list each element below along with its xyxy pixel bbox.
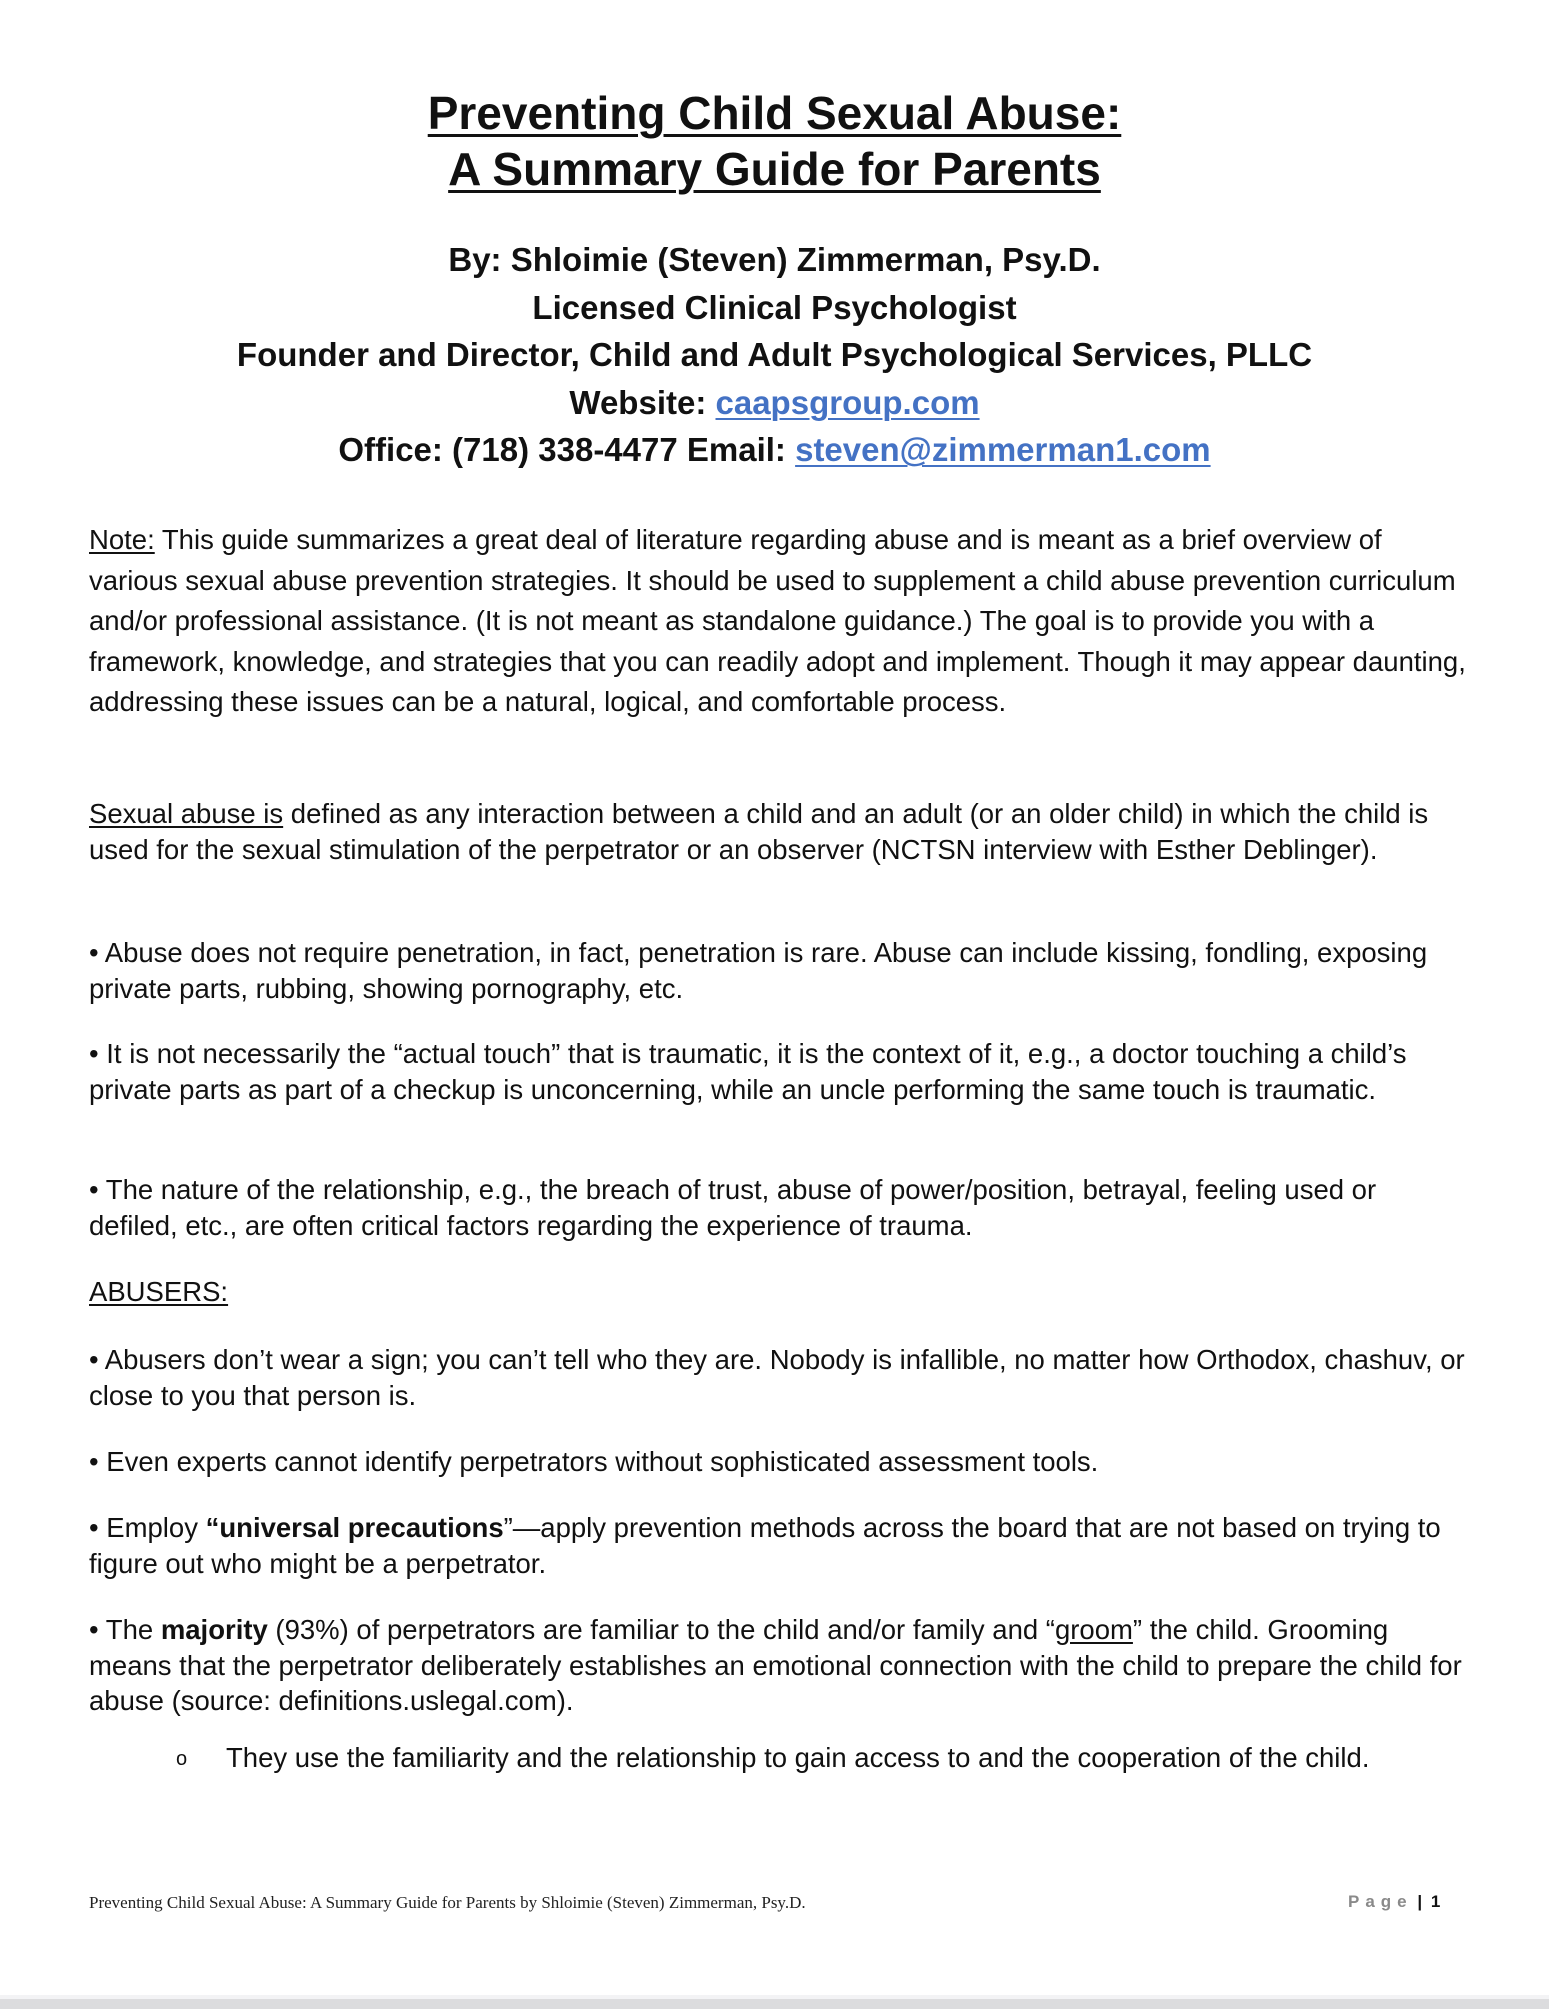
page-label: Page <box>1348 1892 1413 1911</box>
website-line <box>0 379 1549 427</box>
note-label: Note: <box>89 524 155 555</box>
definition-bullet: • Abuse does not require penetration, in fact, penetration is rare. Abuse can include kissing, fondling, exposing private parts, rubbing, showing pornography, etc. <box>89 937 1428 1004</box>
universal-precautions-term: “universal precautions <box>205 1512 504 1543</box>
email-link[interactable]: steven@zimmerman1.com <box>795 431 1211 468</box>
author-byline: By: Shloimie (Steven) Zimmerman, Psy.D. <box>448 241 1101 278</box>
definition-text: defined as any interaction between a child and an adult (or an older child) in which the child is used for the sexual stimulation of the perpetrator or an observer (NCTSN interview with Esther Deblinger). <box>89 798 1429 865</box>
footer-title: Preventing Child Sexual Abuse: A Summary Guide for Parents by Shloimie (Steven) Zimmerman, Psy.D. <box>89 1893 806 1912</box>
document-title: Preventing Child Sexual Abuse: <box>427 87 1122 139</box>
groom-term: groom <box>1054 1614 1133 1645</box>
note-paragraph <box>89 520 1469 723</box>
bullet-text: (93%) of perpetrators are familiar to the child and/or family and “ <box>267 1614 1055 1645</box>
page-bottom-edge <box>0 1995 1549 2009</box>
hollow-circle-bullet-icon: o <box>176 1748 188 1770</box>
website-label: Website: <box>569 383 716 421</box>
definition-bullet: • It is not necessarily the “actual touch” that is traumatic, it is the context of it, e.g., a doctor touching a child’s private parts as part of a checkup is unconcerning, while an uncle performing the same touch is traumatic. <box>89 1038 1407 1105</box>
abusers-bullet <box>89 1612 1469 1719</box>
bullet-text: • The <box>89 1614 161 1645</box>
page-number: 1 <box>1430 1892 1441 1911</box>
author-credential: Licensed Clinical Psychologist <box>532 288 1017 326</box>
definition-paragraph <box>89 796 1469 867</box>
sub-bullet-text: They use the familiarity and the relationship to gain access to and the cooperation of the child. <box>226 1742 1370 1773</box>
footer-page-number <box>1348 1892 1440 1912</box>
author-position: Founder and Director, Child and Adult Psychological Services, PLLC <box>236 336 1313 373</box>
bullet-text: • Employ <box>89 1512 206 1543</box>
sub-bullet-item <box>176 1738 1452 1779</box>
website-link[interactable]: caapsgroup.com <box>715 383 980 421</box>
bullet-text: ” the child. Grooming means that the perpetrator deliberately establishes an emotional connection with the child to prepare the child for abuse (source: definitions.uslegal.com). <box>89 1614 1462 1716</box>
definition-bullet: • The nature of the relationship, e.g., the breach of trust, abuse of power/position, betrayal, feeling used or defiled, etc., are often critical factors regarding the experience of trauma. <box>89 1174 1377 1241</box>
bullet-text: ”—apply prevention methods across the board that are not based on trying to figure out who might be a perpetrator. <box>89 1512 1441 1579</box>
contact-line <box>0 426 1549 474</box>
office-label: Office: (718) 338-4477 Email: <box>338 431 796 468</box>
abusers-bullet: • Even experts cannot identify perpetrators without sophisticated assessment tools. <box>89 1446 1099 1477</box>
note-text: This guide summarizes a great deal of literature regarding abuse and is meant as a brief overview of various sexual abuse prevention strategies. It should be used to supplement a child abuse prevention curriculum and/or professional assistance. (It is not meant as standalone guidance.) The goal is to provide you with a framework, knowledge, and strategies that you can readily adopt and implement. Though it may appear daunting, addressing these issues can be a natural, logical, and comfortable process. <box>89 524 1466 717</box>
definition-label: Sexual abuse is <box>89 798 284 829</box>
abusers-bullet <box>89 1510 1469 1581</box>
page-separator: | <box>1417 1892 1423 1911</box>
document-subtitle: A Summary Guide for Parents <box>448 143 1101 195</box>
majority-term: majority <box>160 1614 268 1645</box>
abusers-bullet: • Abusers don’t wear a sign; you can’t tell who they are. Nobody is infallible, no matter how Orthodox, chashuv, or close to you that person is. <box>89 1344 1465 1411</box>
author-block <box>0 236 1549 474</box>
abusers-heading: ABUSERS: <box>89 1276 229 1307</box>
